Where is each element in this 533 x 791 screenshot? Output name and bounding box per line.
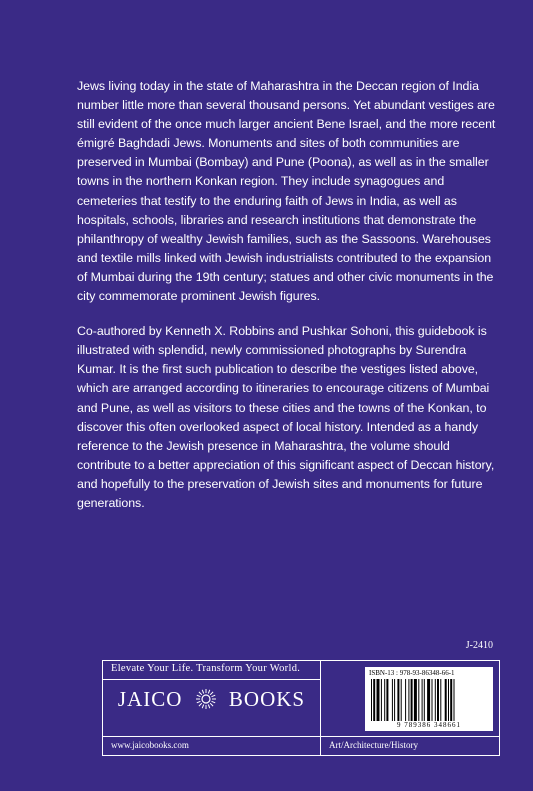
blurb-paragraph-2: Co-authored by Kenneth X. Robbins and Pushkar Sohoni, this guidebook is illustrated with splendid, newly commissioned photographs by Surendra Kumar. It is the first such publication to describe the vestiges listed above, which are arranged according to itineraries to encourage citizens of Mumbai and Pune, as well as visitors to these cities and the towns of the Konkan, to discover this often overlooked aspect of local history. Intended as a handy reference to the Jewish presence in Maharashtra, the volume should contribute to a better appreciation of this significant aspect of Deccan history, and hopefully to the preservation of Jewish sites and monuments for future generations. xyxy=(77,324,495,510)
panel-divider-tagline xyxy=(103,679,320,680)
barcode-number: 9 789386 348661 xyxy=(397,721,461,729)
isbn-label: ISBN-13 : 978-93-86348-66-1 xyxy=(369,669,455,677)
publisher-tagline: Elevate Your Life. Transform Your World. xyxy=(111,663,301,674)
publisher-brand xyxy=(103,687,320,712)
publisher-name-left: JAICO xyxy=(117,687,183,711)
back-cover-blurb xyxy=(77,77,497,513)
catalog-code: J-2410 xyxy=(465,640,493,651)
panel-divider-vertical xyxy=(320,661,321,755)
isbn-barcode-box xyxy=(365,667,493,731)
sun-wheel-icon xyxy=(195,688,217,710)
blurb-paragraph-1: Jews living today in the state of Maharashtra in the Deccan region of India number little more than several thousand persons. Yet abundant vestiges are still evident of the once much larger ancient Bene Israel, and the more recent émigré Baghdadi Jews. Monuments and sites of both communities are preserved in Mumbai (Bombay) and Pune (Poona), as well as in the smaller towns in the northern Konkan region. They include synagogues and cemeteries that testify to the enduring faith of Jews in India, as well as hospitals, schools, libraries and research institutions that demonstrate the philanthropy of wealthy Jewish families, such as the Sassoons. Warehouses and textile mills linked with Jewish industrialists contributed to the expansion of Mumbai during the 19th century; statues and other civic monuments in the city commemorate prominent Jewish figures. xyxy=(77,79,496,304)
barcode-graphic xyxy=(369,679,489,721)
panel-divider-footer xyxy=(103,736,499,737)
publisher-panel xyxy=(102,660,500,756)
book-category: Art/Architecture/History xyxy=(329,740,418,750)
publisher-name-right: BOOKS xyxy=(228,687,306,711)
publisher-website: www.jaicobooks.com xyxy=(111,740,189,750)
